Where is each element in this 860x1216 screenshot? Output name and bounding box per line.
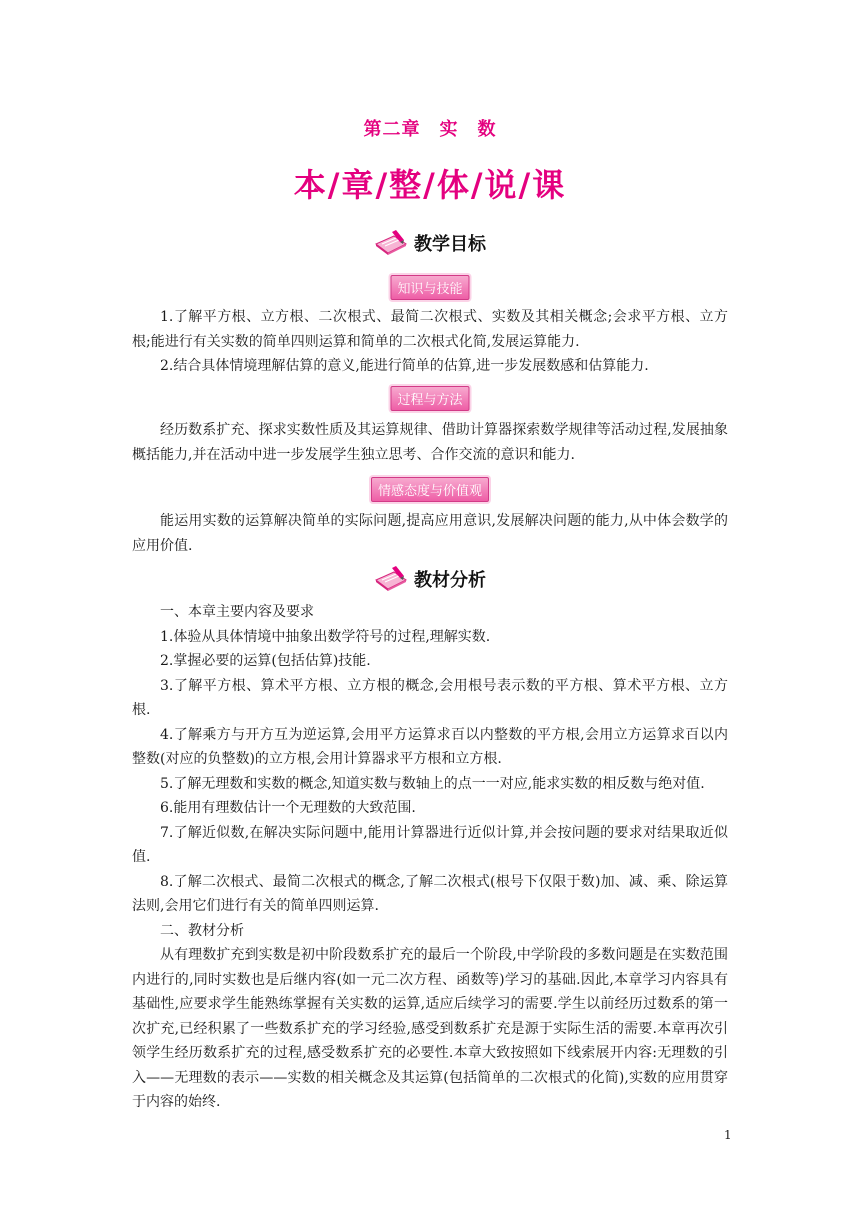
material-analysis-block — [132, 600, 728, 1115]
paragraph: 经历数系扩充、探求实数性质及其运算规律、借助计算器探索数学规律等活动过程,发展抽象概括能力,并在活动中进一步发展学生独立思考、合作交流的意识和能力. — [132, 422, 728, 463]
knowledge-block — [132, 305, 728, 379]
paragraph: 二、教材分析 — [160, 922, 244, 939]
chapter-title: 第二章 实 数 — [363, 119, 497, 140]
paragraph: 2.结合具体情境理解估算的意义,能进行简单的估算,进一步发展数感和估算能力. — [160, 358, 649, 374]
paragraph: 一、本章主要内容及要求 — [160, 604, 314, 620]
section-heading-label: 教学目标 — [414, 234, 486, 255]
section-heading-teaching-goals — [0, 230, 860, 256]
paragraph: 1.了解平方根、立方根、二次根式、最简二次根式、实数及其相关概念;会求平方根、立方根;能进行有关实数的简单四则运算和简单的二次根式化简,发展运算能力. — [132, 309, 728, 350]
paragraph: 7.了解近似数,在解决实际问题中,能用计算器进行近似计算,并会按问题的要求对结果取近似值. — [132, 824, 728, 865]
pencil-notebook-icon — [374, 566, 408, 592]
tag-knowledge-skills: 知识与技能 — [390, 275, 469, 300]
paragraph: 5.了解无理数和实数的概念,知道实数与数轴上的点一一对应,能求实数的相反数与绝对值. — [160, 775, 705, 792]
section-heading-material-analysis — [0, 566, 860, 592]
process-block — [132, 418, 728, 467]
tag-attitude-values: 情感态度与价值观 — [371, 477, 489, 502]
paragraph: 8.了解二次根式、最简二次根式的概念,了解二次根式(根号下仅限于数)加、减、乘、除运算法则,会用它们进行有关的简单四则运算. — [132, 873, 728, 914]
paragraph: 1.体验从具体情境中抽象出数学符号的过程,理解实数. — [160, 628, 491, 645]
paragraph: 能运用实数的运算解决简单的实际问题,提高应用意识,发展解决问题的能力,从中体会数学的应用价值. — [132, 513, 728, 554]
paragraph: 从有理数扩充到实数是初中阶段数系扩充的最后一个阶段,中学阶段的多数问题是在实数范围内进行的,同时实数也是后继内容(如一元二次方程、函数等)学习的基础.因此,本章学习内容具有基础性,应要求学生能熟练掌握有关实数的运算,适应后续学习的需要.学生以前经历过数系的第一次扩充,已经积累了一些数系扩充的学习经验,感受到数系扩充是源于实际生活的需要.本章再次引领学生经历数系扩充的过程,感受数系扩充的必要性.本章大致按照如下线索展开内容:无理数的引入——无理数的表示——实数的相关概念及其运算(包括简单的二次根式的化简),实数的应用贯穿于内容的始终. — [132, 947, 728, 1110]
paragraph: 3.了解平方根、算术平方根、立方根的概念,会用根号表示数的平方根、算术平方根、立方根. — [132, 677, 728, 718]
paragraph: 4.了解乘方与开方互为逆运算,会用平方运算求百以内整数的平方根,会用立方运算求百以内整数(对应的负整数)的立方根,会用计算器求平方根和立方根. — [132, 726, 728, 767]
paragraph: 6.能用有理数估计一个无理数的大致范围. — [160, 800, 416, 816]
pencil-notebook-icon — [374, 230, 408, 256]
section-heading-label: 教材分析 — [414, 570, 486, 591]
page-number: 1 — [724, 1128, 732, 1142]
attitude-block — [132, 509, 728, 558]
main-title: 本/章/整/体/说/课 — [293, 166, 567, 204]
paragraph: 2.掌握必要的运算(包括估算)技能. — [160, 653, 371, 669]
tag-process-methods: 过程与方法 — [390, 386, 469, 411]
